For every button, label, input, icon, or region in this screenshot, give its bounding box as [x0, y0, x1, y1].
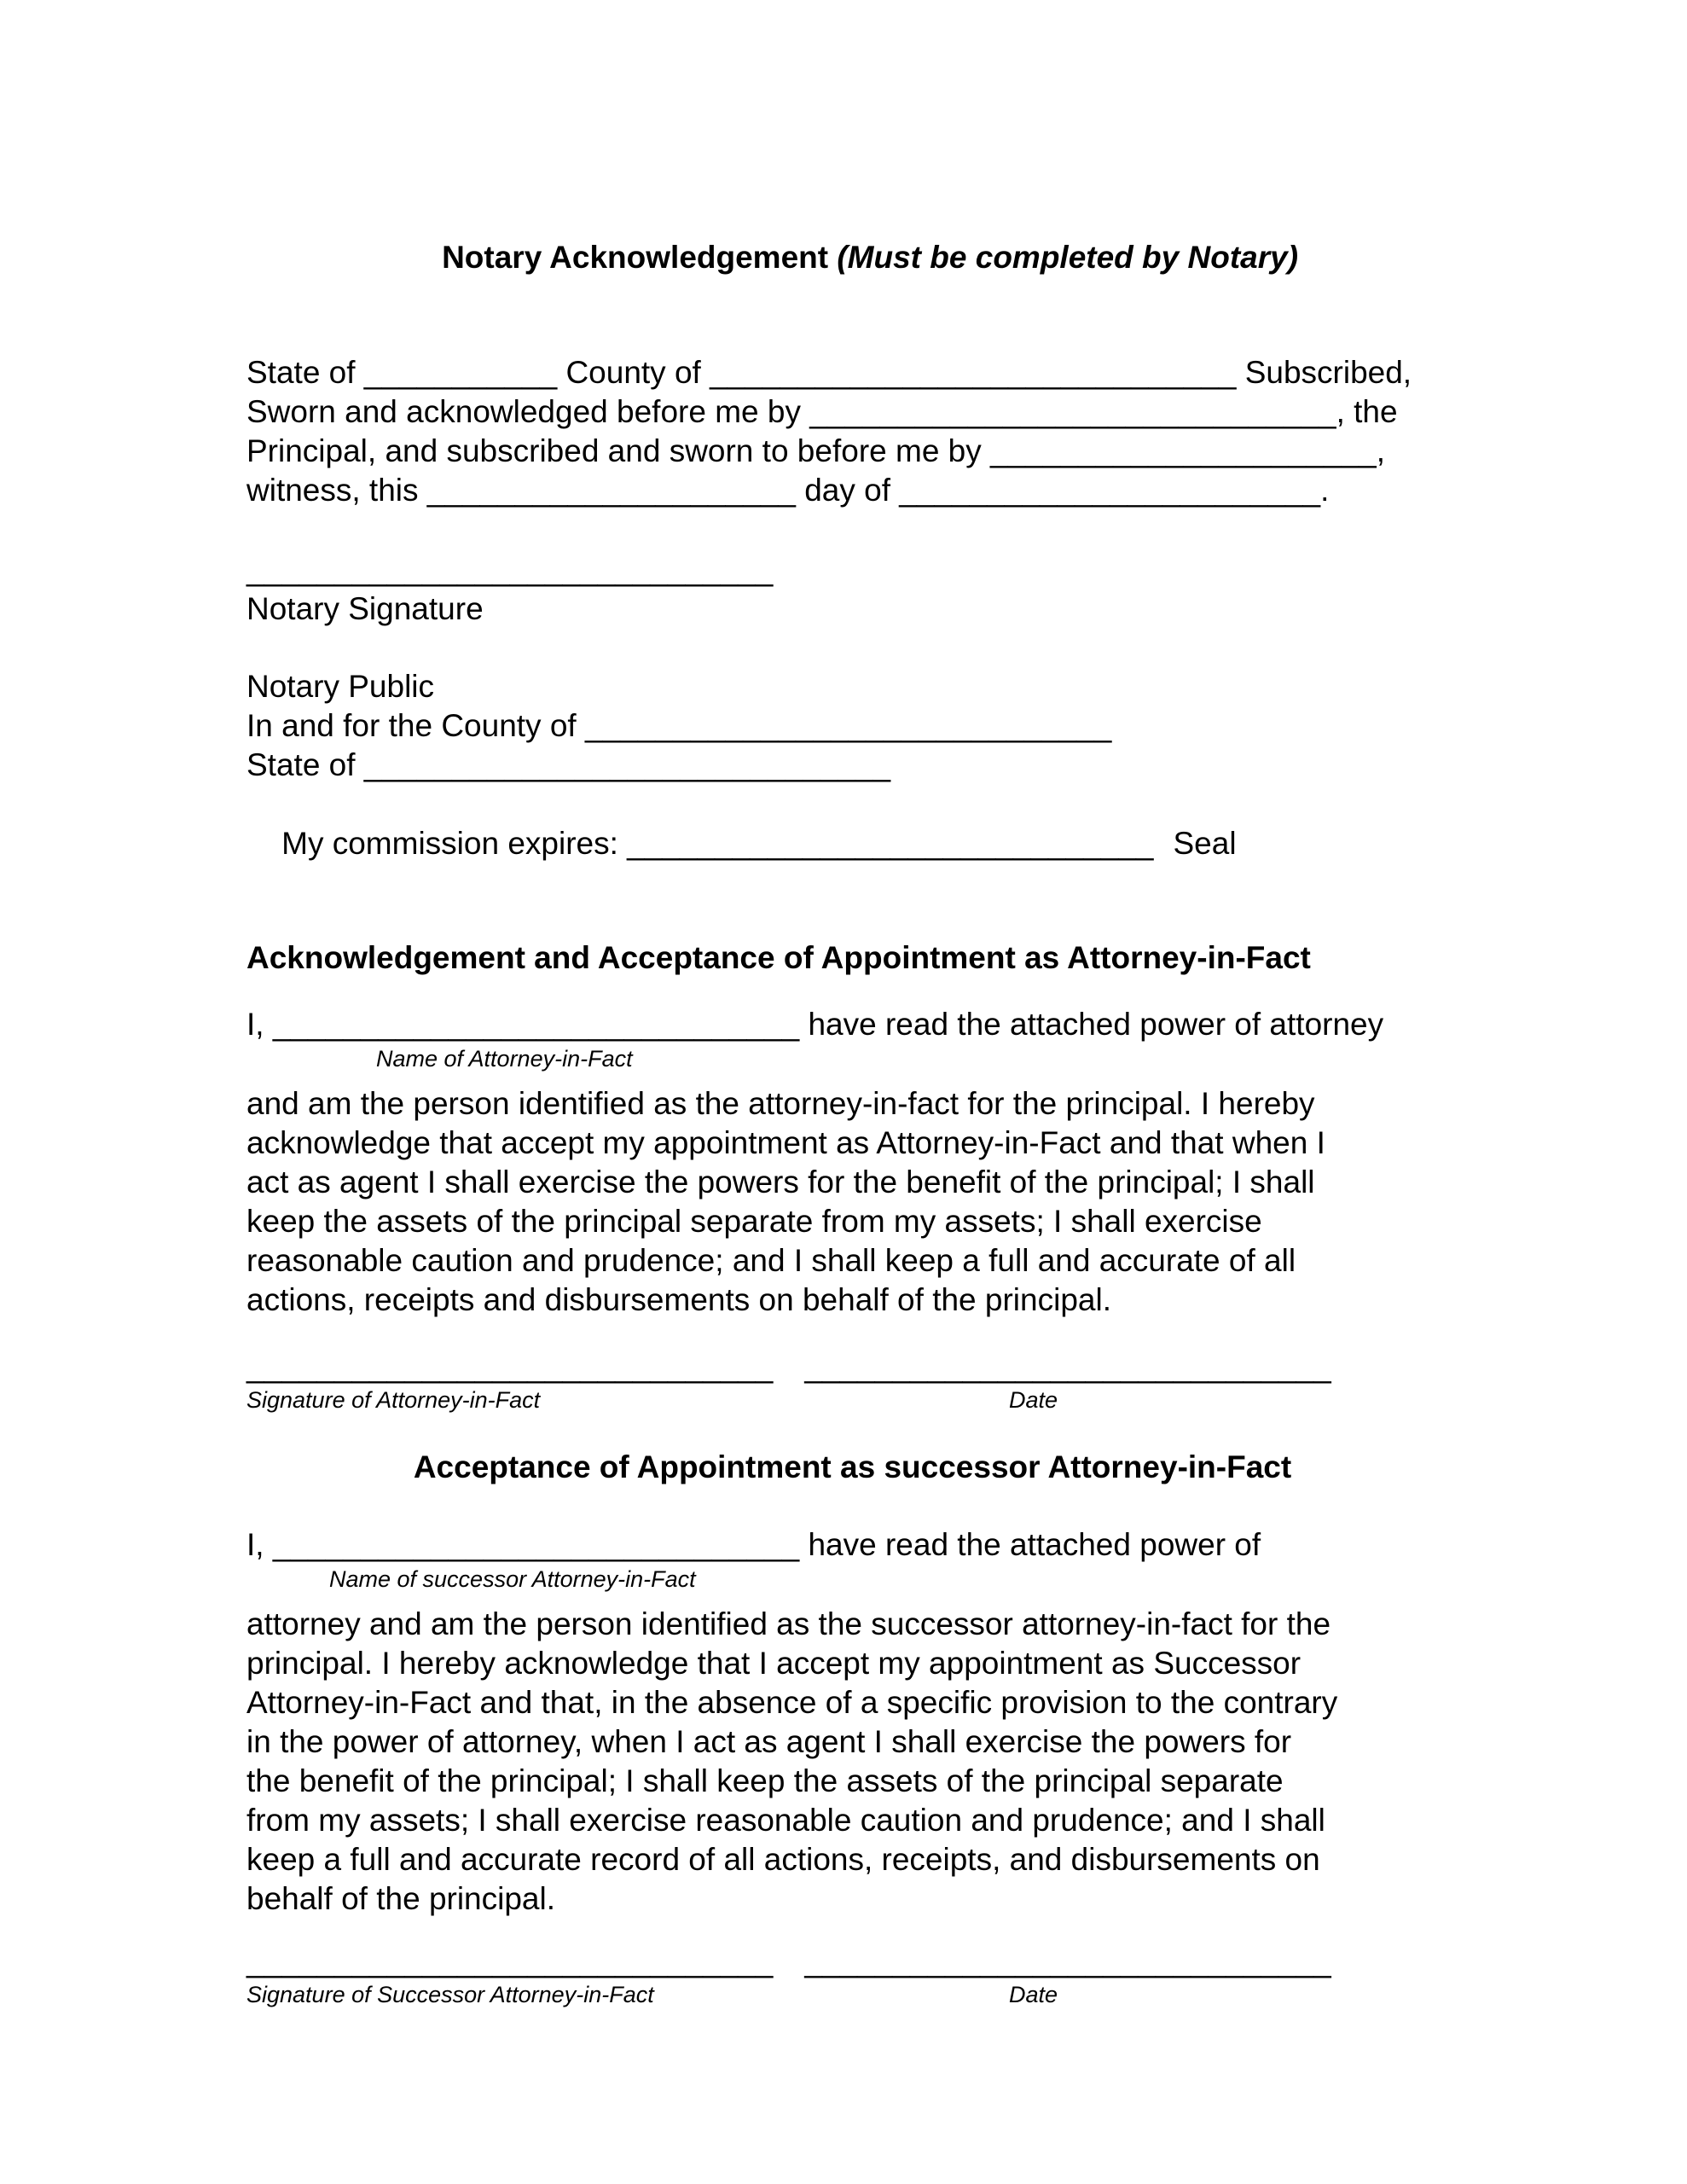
acknowledgement-body [246, 1084, 1458, 1320]
document-title-emphasis: (Must be completed by Notary) [837, 240, 1299, 275]
form-line: witness, this _____________________ day of ________________________. [246, 473, 1330, 508]
attorney-date-line: ______________________________ [804, 1349, 1331, 1384]
acknowledgement-intro-line: I, ______________________________ have read the attached power of attorney [246, 1007, 1384, 1042]
form-line: Sworn and acknowledged before me by ______________________________, the [246, 394, 1398, 429]
successor-body [246, 1605, 1458, 1919]
notary-signature-label: Notary Signature [246, 591, 484, 626]
form-line: State of ___________ County of ______________________________ Subscribed, [246, 355, 1412, 390]
successor-date-line: ______________________________ [804, 1943, 1331, 1978]
successor-signature-labels [246, 1981, 1458, 2008]
notary-paragraph [246, 353, 1458, 510]
successor-signature-label: Signature of Successor Attorney-in-Fact [246, 1982, 654, 2007]
name-of-attorney-caption: Name of Attorney-in-Fact [376, 1046, 633, 1072]
body-line: reasonable caution and prudence; and I shall keep a full and accurate of all [246, 1243, 1296, 1278]
commission-expires-field: My commission expires: ______________________________ [281, 826, 1154, 861]
notary-signature-line: ______________________________ [246, 552, 774, 587]
attorney-signature-line: ______________________________ [246, 1349, 774, 1384]
notary-public-label: Notary Public [246, 669, 435, 704]
successor-date-label: Date [1009, 1982, 1058, 2007]
successor-signature-line: ______________________________ [246, 1943, 774, 1978]
body-line: keep the assets of the principal separate from my assets; I shall exercise [246, 1204, 1262, 1239]
notary-commission-line [246, 785, 1458, 903]
body-line: actions, receipts and disbursements on behalf of the principal. [246, 1282, 1111, 1317]
body-line: in the power of attorney, when I act as agent I shall exercise the powers for [246, 1724, 1292, 1759]
body-line: from my assets; I shall exercise reasonable caution and prudence; and I shall [246, 1803, 1325, 1838]
name-of-successor-caption: Name of successor Attorney-in-Fact [329, 1566, 696, 1592]
notary-state-line: State of ______________________________ [246, 747, 891, 782]
document-title-regular: Notary Acknowledgement [442, 240, 838, 275]
successor-heading: Acceptance of Appointment as successor Attorney-in-Fact [413, 1449, 1292, 1484]
body-line: the benefit of the principal; I shall keep the assets of the principal separate [246, 1763, 1284, 1798]
body-line: acknowledge that accept my appointment as Attorney-in-Fact and that when I [246, 1125, 1325, 1160]
body-line: principal. I hereby acknowledge that I accept my appointment as Successor [246, 1646, 1301, 1681]
notary-county-line: In and for the County of ______________________________ [246, 708, 1112, 743]
acknowledgement-heading: Acknowledgement and Acceptance of Appointment as Attorney-in-Fact [246, 940, 1311, 975]
body-line: attorney and am the person identified as the successor attorney-in-fact for the [246, 1606, 1331, 1641]
successor-signature-row [246, 1942, 1458, 1981]
body-line: behalf of the principal. [246, 1881, 556, 1916]
acknowledgement-signature-labels [246, 1386, 1458, 1414]
acknowledgement-signature-row [246, 1347, 1458, 1386]
successor-intro-line: I, ______________________________ have read the attached power of [246, 1527, 1261, 1562]
attorney-signature-label: Signature of Attorney-in-Fact [246, 1387, 541, 1413]
seal-label: Seal [1173, 826, 1237, 861]
body-line: act as agent I shall exercise the powers for the benefit of the principal; I shall [246, 1165, 1315, 1199]
body-line: keep a full and accurate record of all actions, receipts, and disbursements on [246, 1842, 1320, 1877]
body-line: and am the person identified as the attorney-in-fact for the principal. I hereby [246, 1086, 1315, 1121]
document-title [246, 199, 1458, 317]
attorney-date-label: Date [1009, 1387, 1058, 1413]
form-line: Principal, and subscribed and sworn to before me by ______________________, [246, 433, 1386, 468]
body-line: Attorney-in-Fact and that, in the absence of a specific provision to the contrary [246, 1685, 1338, 1720]
